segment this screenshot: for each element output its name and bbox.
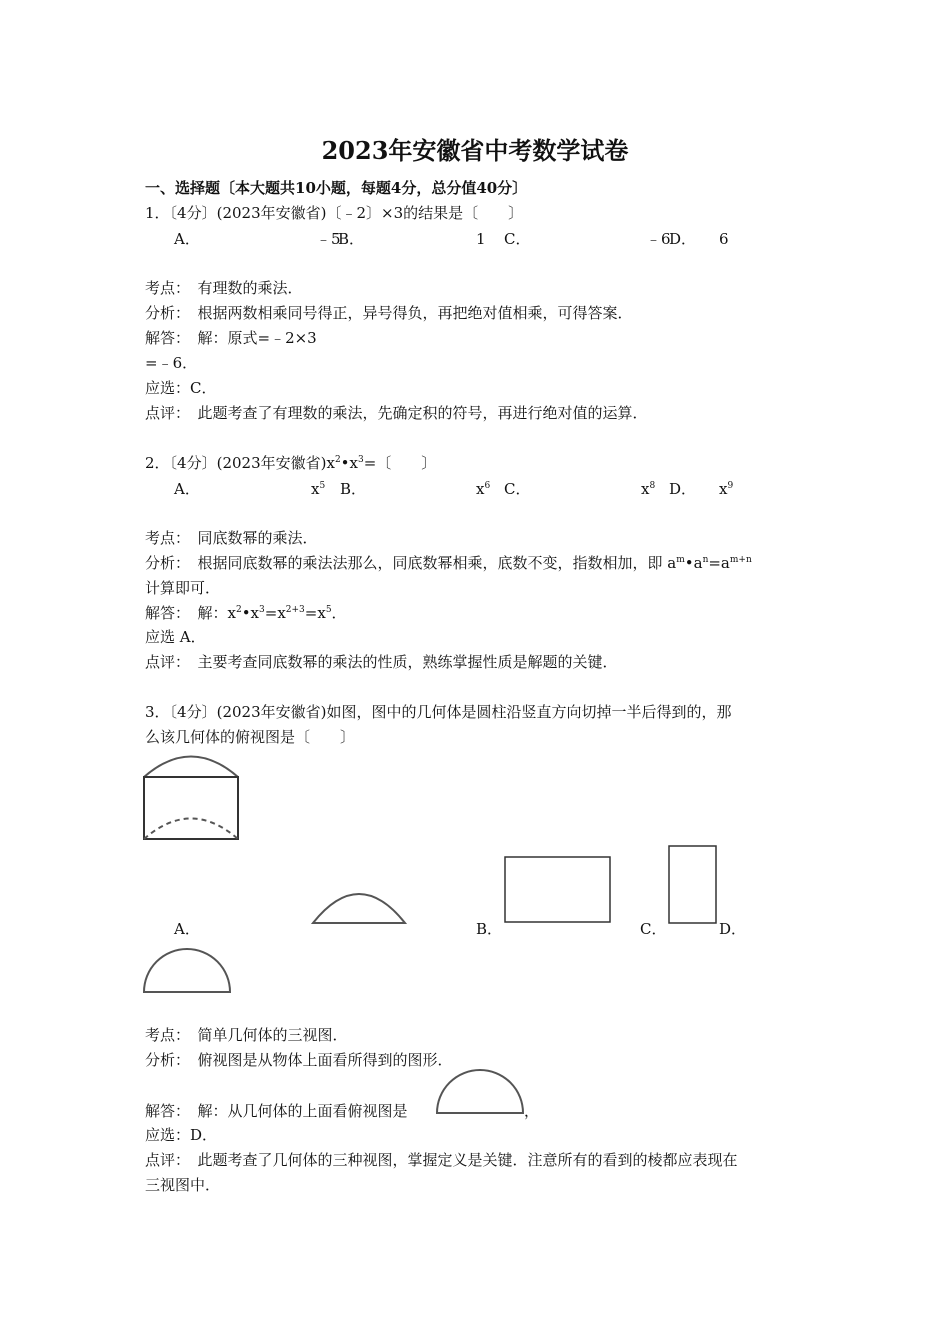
option-b-label: B． [338,230,365,248]
question-stem: 1．〔4分〕(2023年安徽省)〔﹣2〕×3的结果是〔 〕 [145,204,524,222]
fenxi: 分析： 根据同底数幂的乘法法那么，同底数幂相乘，底数不变，指数相加，即 $a^m•a^n=a^{m+n}$ [145,554,752,572]
fenxi: 分析： 根据两数相乘同号得正，异号得负，再把绝对值相乘，可得答案． [145,304,633,322]
kaodian: 考点： 简单几何体的三视图． [145,1026,348,1044]
question-stem: 2．〔4分〕(2023年安徽省)$x^2•x^3=$〔 〕 [145,454,437,472]
fenxi-line-2: 计算即可． [145,579,221,597]
option-c-label: C． [504,480,531,498]
section-heading: 一、选择题〔本大题共10小题，每题4分，总分值40分〕 [145,179,528,197]
jieda: 解答： 解：原式=﹣2×3 [145,329,317,347]
option-a-value: ﹣5 [316,230,341,248]
page-title: 2023年安徽省中考数学试卷 [321,136,629,165]
option-d-label: D． [669,480,697,498]
option-b-rectangle-icon [503,855,613,925]
kaodian: 考点： 有理数的乘法． [145,279,303,297]
option-d-label: D． [669,230,697,248]
option-b-label: B． [476,920,503,938]
question-stem-line-2: 么该几何体的俯视图是〔 〕 [145,728,356,746]
option-a-value: $x^5$ [311,480,326,498]
option-a-label: A． [174,920,200,938]
option-c-tall-rectangle-icon [667,844,719,926]
jieda-line-2: =﹣6． [145,354,198,372]
option-b-value: $x^6$ [476,480,491,498]
fenxi: 分析： 俯视图是从物体上面看所得到的图形． [145,1051,453,1069]
answer: 应选：C． [145,379,217,397]
jieda-comma: ， [524,1102,540,1120]
dianping: 点评： 此题考查了几何体的三种视图，掌握定义是关键．注意所有的看到的棱都应表现在 [145,1151,738,1169]
option-d-value: $x^9$ [719,480,734,498]
option-d-value: 6 [719,230,729,248]
kaodian: 考点： 同底数幂的乘法． [145,529,318,547]
question-stem: 3．〔4分〕(2023年安徽省)如图，图中的几何体是圆柱沿竖直方向切掉一半后得到的，那 [145,703,732,721]
dianping: 点评： 此题考查了有理数的乘法，先确定积的符号，再进行绝对值的运算． [145,404,648,422]
half-cylinder-figure [141,748,241,843]
answer: 应选：D． [145,1126,218,1144]
option-a-arc-icon [310,885,408,927]
option-c-label: C． [640,920,667,938]
option-b-label: B． [340,480,367,498]
option-b-value: 1 [476,230,486,248]
answer: 应选 A． [145,628,206,646]
jieda: 解答： 解：$x^2•x^3=x^{2+3}=x^5$． [145,604,347,622]
answer-semicircle-icon [434,1069,526,1117]
jieda: 解答： 解：从几何体的上面看俯视图是 [145,1102,408,1120]
dianping-line-2: 三视图中． [145,1176,221,1194]
option-d-label: D． [719,920,747,938]
option-c-label: C． [504,230,531,248]
option-d-semicircle-icon [141,946,233,996]
option-c-value: $x^8$ [641,480,656,498]
option-a-label: A． [174,480,200,498]
option-a-label: A． [174,230,200,248]
option-c-value: ﹣6 [646,230,671,248]
dianping: 点评： 主要考查同底数幂的乘法的性质，熟练掌握性质是解题的关键． [145,653,618,671]
